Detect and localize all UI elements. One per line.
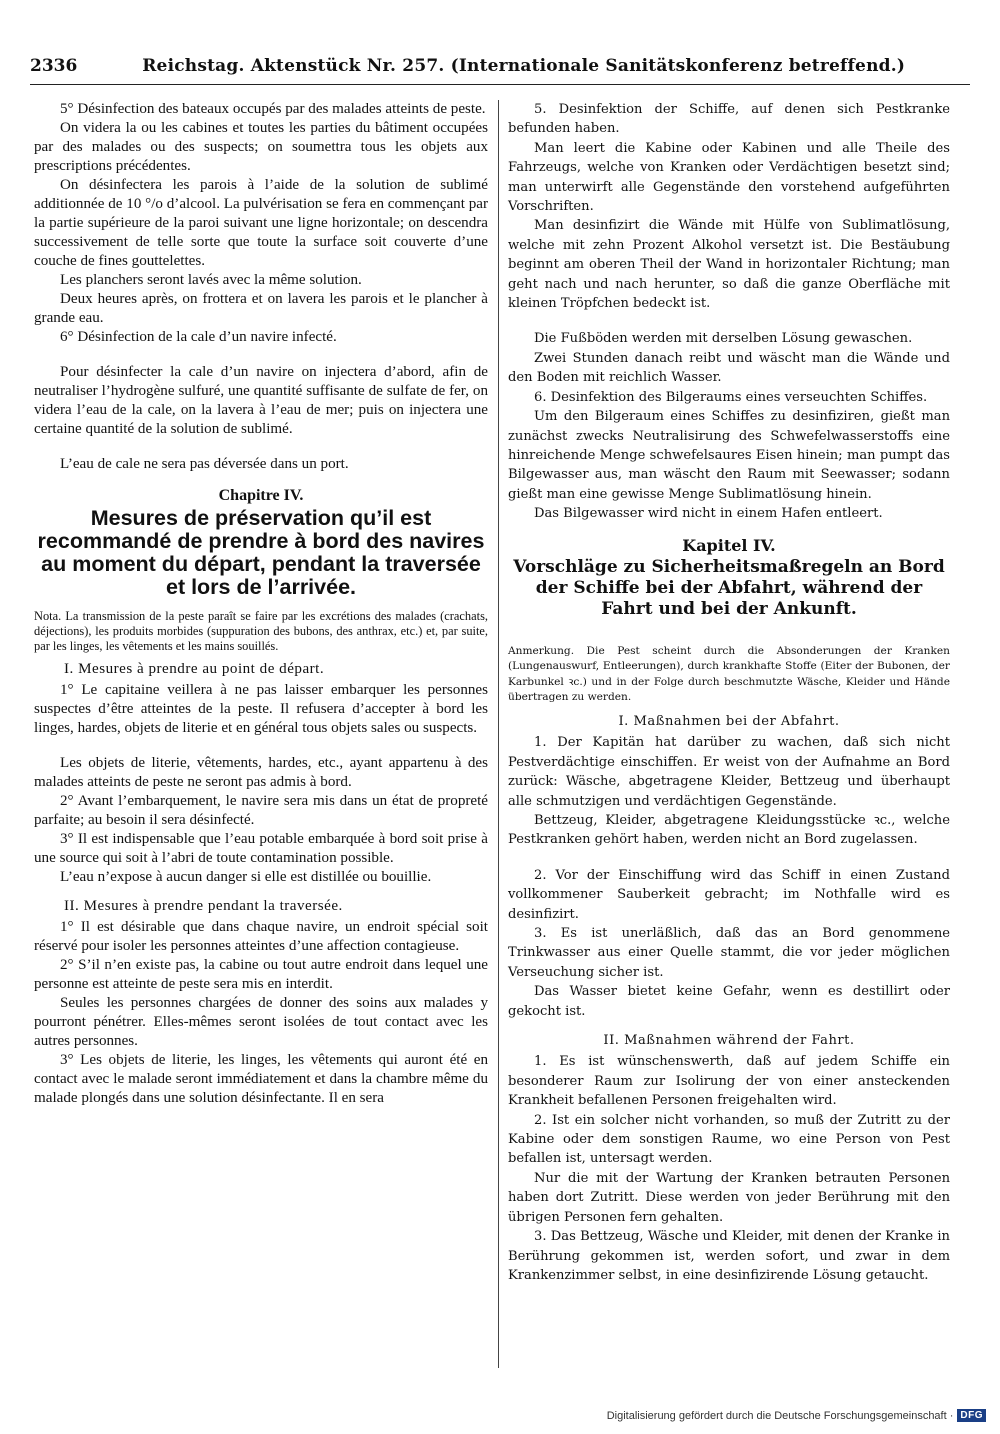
french-column	[34, 100, 488, 1108]
paragraph: On videra la ou les cabines et toutes les parties du bâtiment occupées par des malades ou des suspects; on soumettra tous les objets aux prescriptions précédentes.	[34, 120, 488, 174]
paragraph: Das Wasser bietet keine Gefahr, wenn es destillirt oder gekocht ist.	[508, 984, 950, 1019]
paragraph: Man desinfizirt die Wände mit Hülfe von Sublimatlösung, welche mit zehn Prozent Alkohol versetzt ist. Die Bestäubung beginnt am oberen Theil der Wand in horizontaler Richtung; man geht nach und nach herunter, so daß die ganze Oberfläche mit kleinen Tröpfchen bedeckt ist.	[508, 218, 950, 312]
running-header	[30, 56, 970, 82]
dfg-logo: DFG	[957, 1409, 986, 1422]
paragraph: On désinfectera les parois à l’aide de la solution de sublimé additionnée de 10 °/o d’alcool. La pulvérisation se fera en commençant par la partie supérieure de la paroi suivant une ligne horizontale; on descendra successivement de telle sorte que toute la surface soit couverte d’une couche de fines gouttelettes.	[34, 177, 488, 269]
chapter-title: Vorschläge zu Sicherheitsmaßregeln an Bord der Schiffe bei der Abfahrt, während der Fahrt und bei der Ankunft.	[513, 556, 945, 619]
anmerkung-note: Anmerkung. Die Pest scheint durch die Absonderungen der Kranken (Lungenauswurf, Entleerungen), durch krankhafte Stoffe (Eiter der Bubonen, der Karbunkel ꝛc.) und in der Folge durch beschmutzte Wäsche, Kleider und Hände übertragen zu werden.	[508, 644, 950, 704]
running-title: Reichstag. Aktenstück Nr. 257. (Internationale Sanitätskonferenz betreffend.)	[142, 56, 906, 76]
paragraph: Die Fußböden werden mit derselben Lösung gewaschen.	[534, 331, 913, 347]
paragraph: 3. Das Bettzeug, Wäsche und Kleider, mit denen der Kranke in Berührung gekommen ist, werden sofort, und zwar in dem Krankenzimmer selbst, in eine desinfizirende Lösung getaucht.	[508, 1229, 950, 1283]
section-heading: I. Mesures à prendre au point de départ.	[64, 661, 325, 677]
german-column	[508, 100, 950, 1285]
paragraph: Man leert die Kabine oder Kabinen und alle Theile des Fahrzeugs, welche von Kranken oder Verdächtigen besetzt sind; man unterwirft alle Gegenstände den vorstehend aufgeführten Vorschriften.	[508, 140, 950, 215]
paragraph: 1° Le capitaine veillera à ne pas laisser embarquer les personnes suspectes d’être atteintes de la peste. Il refusera d’accepter à bord les linges, hardes, objets de literie et en général tous objets sales ou suspects.	[34, 682, 488, 736]
chapter-heading: Kapitel IV.	[682, 535, 776, 555]
page-number: 2336	[30, 56, 78, 76]
paragraph: L’eau n’expose à aucun danger si elle est distillée ou bouillie.	[60, 869, 432, 885]
paragraph: 1° Il est désirable que dans chaque navire, un endroit spécial soit réservé pour isoler les personnes atteintes d’une affection contagieuse.	[34, 919, 488, 954]
paragraph: 1. Der Kapitän hat darüber zu wachen, daß sich nicht Pestverdächtige einschiffen. Er weist von der Aufnahme an Bord zurück: Wäsche, abgetragene Kleider, Bettzeug und überhaupt alle schmutzigen und verdächtigen Gegenstände.	[508, 735, 950, 809]
header-rule	[30, 84, 970, 85]
paragraph: Seules les personnes chargées de donner des soins aux malades y pourront pénétrer. Elles-mêmes seront isolées de tout contact avec les autres personnes.	[34, 995, 488, 1049]
paragraph: L’eau de cale ne sera pas déversée dans un port.	[60, 456, 349, 472]
paragraph: Das Bilgewasser wird nicht in einem Hafen entleert.	[534, 506, 883, 522]
chapter-heading: Chapitre IV.	[218, 487, 304, 504]
paragraph: 3° Il est indispensable que l’eau potable embarquée à bord soit prise à une source qui soit à l’abri de toute contamination possible.	[34, 831, 488, 866]
paragraph: 2. Vor der Einschiffung wird das Schiff in einen Zustand vollkommener Sauberkeit gebracht; im Nothfalle wird es desinfizirt.	[508, 867, 950, 922]
paragraph: 3° Les objets de literie, les linges, les vêtements qui auront été en contact avec le malade seront immédiatement et dans la chambre même du malade plongés dans une solution désinfectante. Il en sera	[34, 1052, 488, 1106]
paragraph: 6. Desinfektion des Bilgeraums eines verseuchten Schiffes.	[534, 389, 928, 405]
paragraph: Deux heures après, on frottera et on lavera les parois et le plancher à grande eau.	[34, 291, 488, 326]
paragraph: 1. Es ist wünschenswerth, daß auf jedem Schiffe ein besonderer Raum zur Isolirung der von einer ansteckenden Krankheit befallenen Personen freigehalten wird.	[508, 1054, 950, 1109]
paragraph: Les planchers seront lavés avec la même solution.	[60, 272, 362, 288]
nota-note: Nota. La transmission de la peste paraît se faire par les excrétions des malades (crachats, déjections), les produits morbides (suppuration des bubons, des anthrax, etc.) et, par suite, par les linges, les vêtements et les mains souillés.	[34, 609, 488, 653]
paragraph: Zwei Stunden danach reibt und wäscht man die Wände und den Boden mit reichlich Wasser.	[508, 350, 950, 386]
section-heading: I. Maßnahmen bei der Abfahrt.	[618, 713, 840, 729]
paragraph: 2° S’il n’en existe pas, la cabine ou tout autre endroit dans lequel une personne est atteinte de peste sera mis en interdit.	[34, 957, 488, 992]
paragraph: Nur die mit der Wartung der Kranken betrauten Personen haben dort Zutritt. Diese werden von jeder Berührung mit den übrigen Personen fern gehalten.	[508, 1170, 950, 1225]
footer-text: Digitalisierung gefördert durch die Deutsche Forschungsgemeinschaft ·	[606, 1409, 954, 1422]
paragraph: 2° Avant l’embarquement, le navire sera mis dans un état de propreté parfaite; au besoin il sera désinfecté.	[34, 793, 488, 828]
chapter-title: Mesures de préservation qu’il est recommandé de prendre à bord des navires au moment du départ, pendant la traversée et lors de l’arrivée.	[37, 506, 485, 599]
paragraph: 3. Es ist unerläßlich, daß das an Bord genommene Trinkwasser aus einer Quelle stammt, die vor jeder möglichen Verseuchung sicher ist.	[508, 926, 950, 980]
paragraph: Les objets de literie, vêtements, hardes, etc., ayant appartenu à des malades atteints de peste ne seront pas admis à bord.	[34, 755, 488, 790]
paragraph: 2. Ist ein solcher nicht vorhanden, so muß der Zutritt zu der Kabine oder dem sonstigen Raume, wo eine Person von Pest befallen ist, untersagt werden.	[508, 1112, 950, 1167]
paragraph: Pour désinfecter la cale d’un navire on injectera d’abord, afin de neutraliser l’hydrogène sulfuré, une quantité suffisante de sulfate de fer, on videra l’eau de la cale, on la lavera à l’eau de mer; puis on injectera une certaine quantité de la solution de sublimé.	[34, 364, 488, 437]
section-heading: II. Maßnahmen während der Fahrt.	[603, 1033, 855, 1049]
paragraph: 6° Désinfection de la cale d’un navire infecté.	[60, 329, 337, 345]
paragraph: 5. Desinfektion der Schiffe, auf denen sich Pestkranke befunden haben.	[508, 102, 950, 137]
section-heading: II. Mesures à prendre pendant la traversée.	[64, 898, 343, 914]
paragraph: Um den Bilgeraum eines Schiffes zu desinfiziren, gießt man zunächst zwecks Neutralisirung des Schwefelwasserstoffs eine hinreichende Menge schwefelsaures Eisen hinein; man pumpt das Bilgewasser aus, man wäscht den Raum mit Seewasser; sodann gießt man eine gewisse Menge Sublimatlösung hinein.	[508, 409, 950, 502]
column-divider	[498, 100, 499, 1368]
paragraph: 5° Désinfection des bateaux occupés par des malades atteints de peste.	[60, 101, 486, 117]
paragraph: Bettzeug, Kleider, abgetragene Kleidungsstücke ꝛc., welche Pestkranken gehört haben, werden nicht an Bord zugelassen.	[508, 812, 950, 848]
digitization-footer	[607, 1409, 986, 1422]
